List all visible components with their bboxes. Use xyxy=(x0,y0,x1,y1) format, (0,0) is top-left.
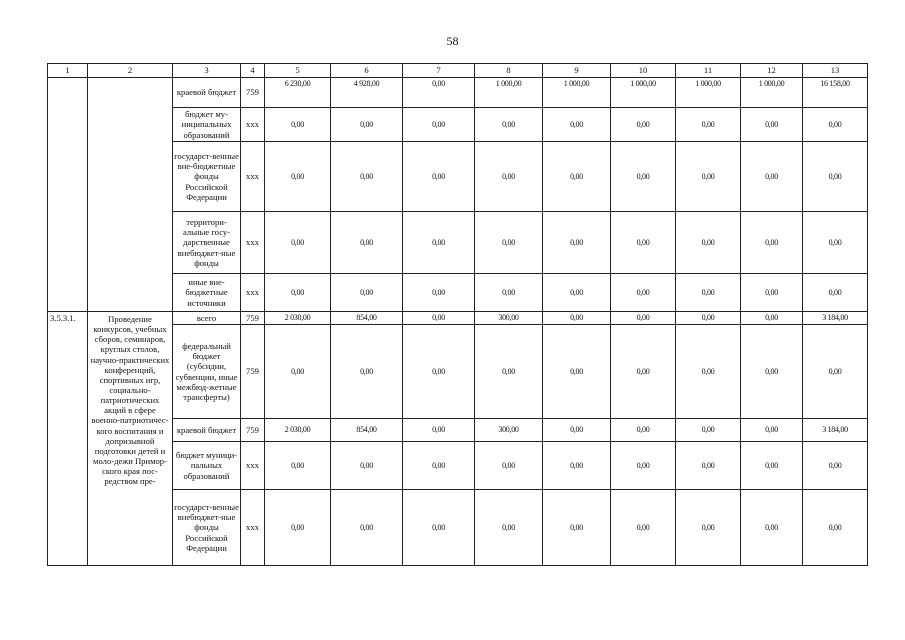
amount-cell: 0,00 xyxy=(403,442,475,490)
amount-cell: 0,00 xyxy=(611,212,676,274)
amount-cell: 0,00 xyxy=(741,419,803,442)
item-description: Проведение конкурсов, учебных сборов, семинаров, круглых столов, научно-практических конференций, спортивных игр, социально-патриотических акций в сфере военно-патриотичес-кого воспитания и допризывной подготовки детей и моло-дежи Примор-ского края пос-редством пре- xyxy=(88,312,173,566)
funding-source: бюджет му-ниципальных образований xyxy=(173,108,241,142)
table-row xyxy=(48,78,868,108)
amount-cell: 0,00 xyxy=(331,325,403,419)
amount-cell: 6 230,00 xyxy=(265,78,331,108)
amount-cell: 1 000,00 xyxy=(611,78,676,108)
amount-cell: 0,00 xyxy=(265,325,331,419)
amount-cell: 2 030,00 xyxy=(265,312,331,325)
amount-cell: 1 000,00 xyxy=(741,78,803,108)
amount-cell: 0,00 xyxy=(543,312,611,325)
amount-cell: 0,00 xyxy=(265,212,331,274)
column-header: 13 xyxy=(803,64,868,78)
amount-cell: 0,00 xyxy=(611,312,676,325)
budget-code: 759 xyxy=(241,312,265,325)
amount-cell: 0,00 xyxy=(611,142,676,212)
funding-source: краевой бюджет xyxy=(173,78,241,108)
amount-cell: 0,00 xyxy=(403,142,475,212)
column-header: 3 xyxy=(173,64,241,78)
amount-cell: 0,00 xyxy=(265,108,331,142)
amount-cell: 0,00 xyxy=(403,108,475,142)
amount-cell: 1 000,00 xyxy=(676,78,741,108)
amount-cell: 0,00 xyxy=(331,212,403,274)
column-header: 8 xyxy=(475,64,543,78)
amount-cell: 0,00 xyxy=(265,274,331,312)
table-row xyxy=(48,312,868,325)
column-header: 5 xyxy=(265,64,331,78)
amount-cell: 0,00 xyxy=(611,274,676,312)
column-header: 11 xyxy=(676,64,741,78)
amount-cell: 0,00 xyxy=(265,490,331,566)
amount-cell: 0,00 xyxy=(331,274,403,312)
amount-cell: 0,00 xyxy=(543,325,611,419)
amount-cell: 0,00 xyxy=(741,274,803,312)
amount-cell: 2 030,00 xyxy=(265,419,331,442)
funding-source: краевой бюджет xyxy=(173,419,241,442)
funding-source: государст-венные внебюджет-ные фонды Российской Федерации xyxy=(173,490,241,566)
amount-cell: 16 158,00 xyxy=(803,78,868,108)
amount-cell: 0,00 xyxy=(611,419,676,442)
amount-cell: 0,00 xyxy=(331,142,403,212)
budget-code: 759 xyxy=(241,78,265,108)
amount-cell: 300,00 xyxy=(475,419,543,442)
amount-cell: 0,00 xyxy=(611,325,676,419)
amount-cell: 3 184,00 xyxy=(803,312,868,325)
amount-cell: 0,00 xyxy=(741,442,803,490)
amount-cell: 0,00 xyxy=(741,108,803,142)
amount-cell: 0,00 xyxy=(475,274,543,312)
amount-cell: 300,00 xyxy=(475,312,543,325)
budget-code: ххх xyxy=(241,212,265,274)
amount-cell: 0,00 xyxy=(403,419,475,442)
amount-cell: 0,00 xyxy=(803,325,868,419)
amount-cell: 0,00 xyxy=(543,419,611,442)
amount-cell: 0,00 xyxy=(803,274,868,312)
amount-cell: 0,00 xyxy=(543,442,611,490)
amount-cell: 0,00 xyxy=(611,442,676,490)
amount-cell: 0,00 xyxy=(403,325,475,419)
item-description xyxy=(88,78,173,312)
budget-code: ххх xyxy=(241,108,265,142)
amount-cell: 0,00 xyxy=(475,212,543,274)
amount-cell: 0,00 xyxy=(543,212,611,274)
amount-cell: 0,00 xyxy=(611,490,676,566)
budget-code: ххх xyxy=(241,490,265,566)
funding-source: федеральный бюджет (субсидии, субвенции, иные межбюд-жетные трансферты) xyxy=(173,325,241,419)
amount-cell: 0,00 xyxy=(403,274,475,312)
amount-cell: 0,00 xyxy=(331,490,403,566)
amount-cell: 0,00 xyxy=(331,442,403,490)
amount-cell: 854,00 xyxy=(331,419,403,442)
amount-cell: 0,00 xyxy=(676,142,741,212)
amount-cell: 0,00 xyxy=(803,108,868,142)
column-header: 7 xyxy=(403,64,475,78)
item-number: 3.5.3.1. xyxy=(48,312,88,566)
funding-source: иные вне-бюджетные источники xyxy=(173,274,241,312)
amount-cell: 0,00 xyxy=(803,212,868,274)
funding-source: государст-венные вне-бюджетные фонды Российской Федерации xyxy=(173,142,241,212)
column-header: 10 xyxy=(611,64,676,78)
amount-cell: 0,00 xyxy=(676,212,741,274)
amount-cell: 0,00 xyxy=(403,78,475,108)
amount-cell: 0,00 xyxy=(676,490,741,566)
amount-cell: 0,00 xyxy=(543,490,611,566)
amount-cell: 0,00 xyxy=(741,212,803,274)
amount-cell: 0,00 xyxy=(403,212,475,274)
column-header: 2 xyxy=(88,64,173,78)
amount-cell: 0,00 xyxy=(403,312,475,325)
amount-cell: 0,00 xyxy=(803,490,868,566)
amount-cell: 0,00 xyxy=(803,442,868,490)
amount-cell: 0,00 xyxy=(611,108,676,142)
funding-source: территори-альные госу-дарственные внебюджет-ные фонды xyxy=(173,212,241,274)
header-row xyxy=(48,64,868,78)
amount-cell: 0,00 xyxy=(741,142,803,212)
amount-cell: 1 000,00 xyxy=(475,78,543,108)
amount-cell: 0,00 xyxy=(475,325,543,419)
budget-code: 759 xyxy=(241,325,265,419)
amount-cell: 3 184,00 xyxy=(803,419,868,442)
funding-source: бюджет муници-пальных образований xyxy=(173,442,241,490)
budget-code: 759 xyxy=(241,419,265,442)
amount-cell: 0,00 xyxy=(403,490,475,566)
amount-cell: 0,00 xyxy=(475,142,543,212)
funding-source: всего xyxy=(173,312,241,325)
column-header: 6 xyxy=(331,64,403,78)
amount-cell: 0,00 xyxy=(676,442,741,490)
budget-code: ххх xyxy=(241,442,265,490)
amount-cell: 0,00 xyxy=(676,108,741,142)
item-number xyxy=(48,78,88,312)
budget-code: ххх xyxy=(241,142,265,212)
amount-cell: 0,00 xyxy=(741,325,803,419)
amount-cell: 0,00 xyxy=(676,419,741,442)
amount-cell: 4 928,00 xyxy=(331,78,403,108)
amount-cell: 0,00 xyxy=(265,442,331,490)
page-number: 58 xyxy=(446,34,459,48)
budget-code: ххх xyxy=(241,274,265,312)
column-header: 1 xyxy=(48,64,88,78)
amount-cell: 0,00 xyxy=(475,490,543,566)
column-header: 12 xyxy=(741,64,803,78)
amount-cell: 0,00 xyxy=(676,274,741,312)
amount-cell: 0,00 xyxy=(331,108,403,142)
amount-cell: 0,00 xyxy=(475,442,543,490)
amount-cell: 0,00 xyxy=(741,490,803,566)
amount-cell: 0,00 xyxy=(265,142,331,212)
amount-cell: 0,00 xyxy=(543,142,611,212)
amount-cell: 854,00 xyxy=(331,312,403,325)
budget-table xyxy=(47,63,868,566)
column-header: 9 xyxy=(543,64,611,78)
amount-cell: 0,00 xyxy=(676,325,741,419)
amount-cell: 0,00 xyxy=(543,108,611,142)
amount-cell: 0,00 xyxy=(475,108,543,142)
amount-cell: 0,00 xyxy=(741,312,803,325)
amount-cell: 0,00 xyxy=(676,312,741,325)
amount-cell: 0,00 xyxy=(543,274,611,312)
amount-cell: 1 000,00 xyxy=(543,78,611,108)
column-header: 4 xyxy=(241,64,265,78)
amount-cell: 0,00 xyxy=(803,142,868,212)
